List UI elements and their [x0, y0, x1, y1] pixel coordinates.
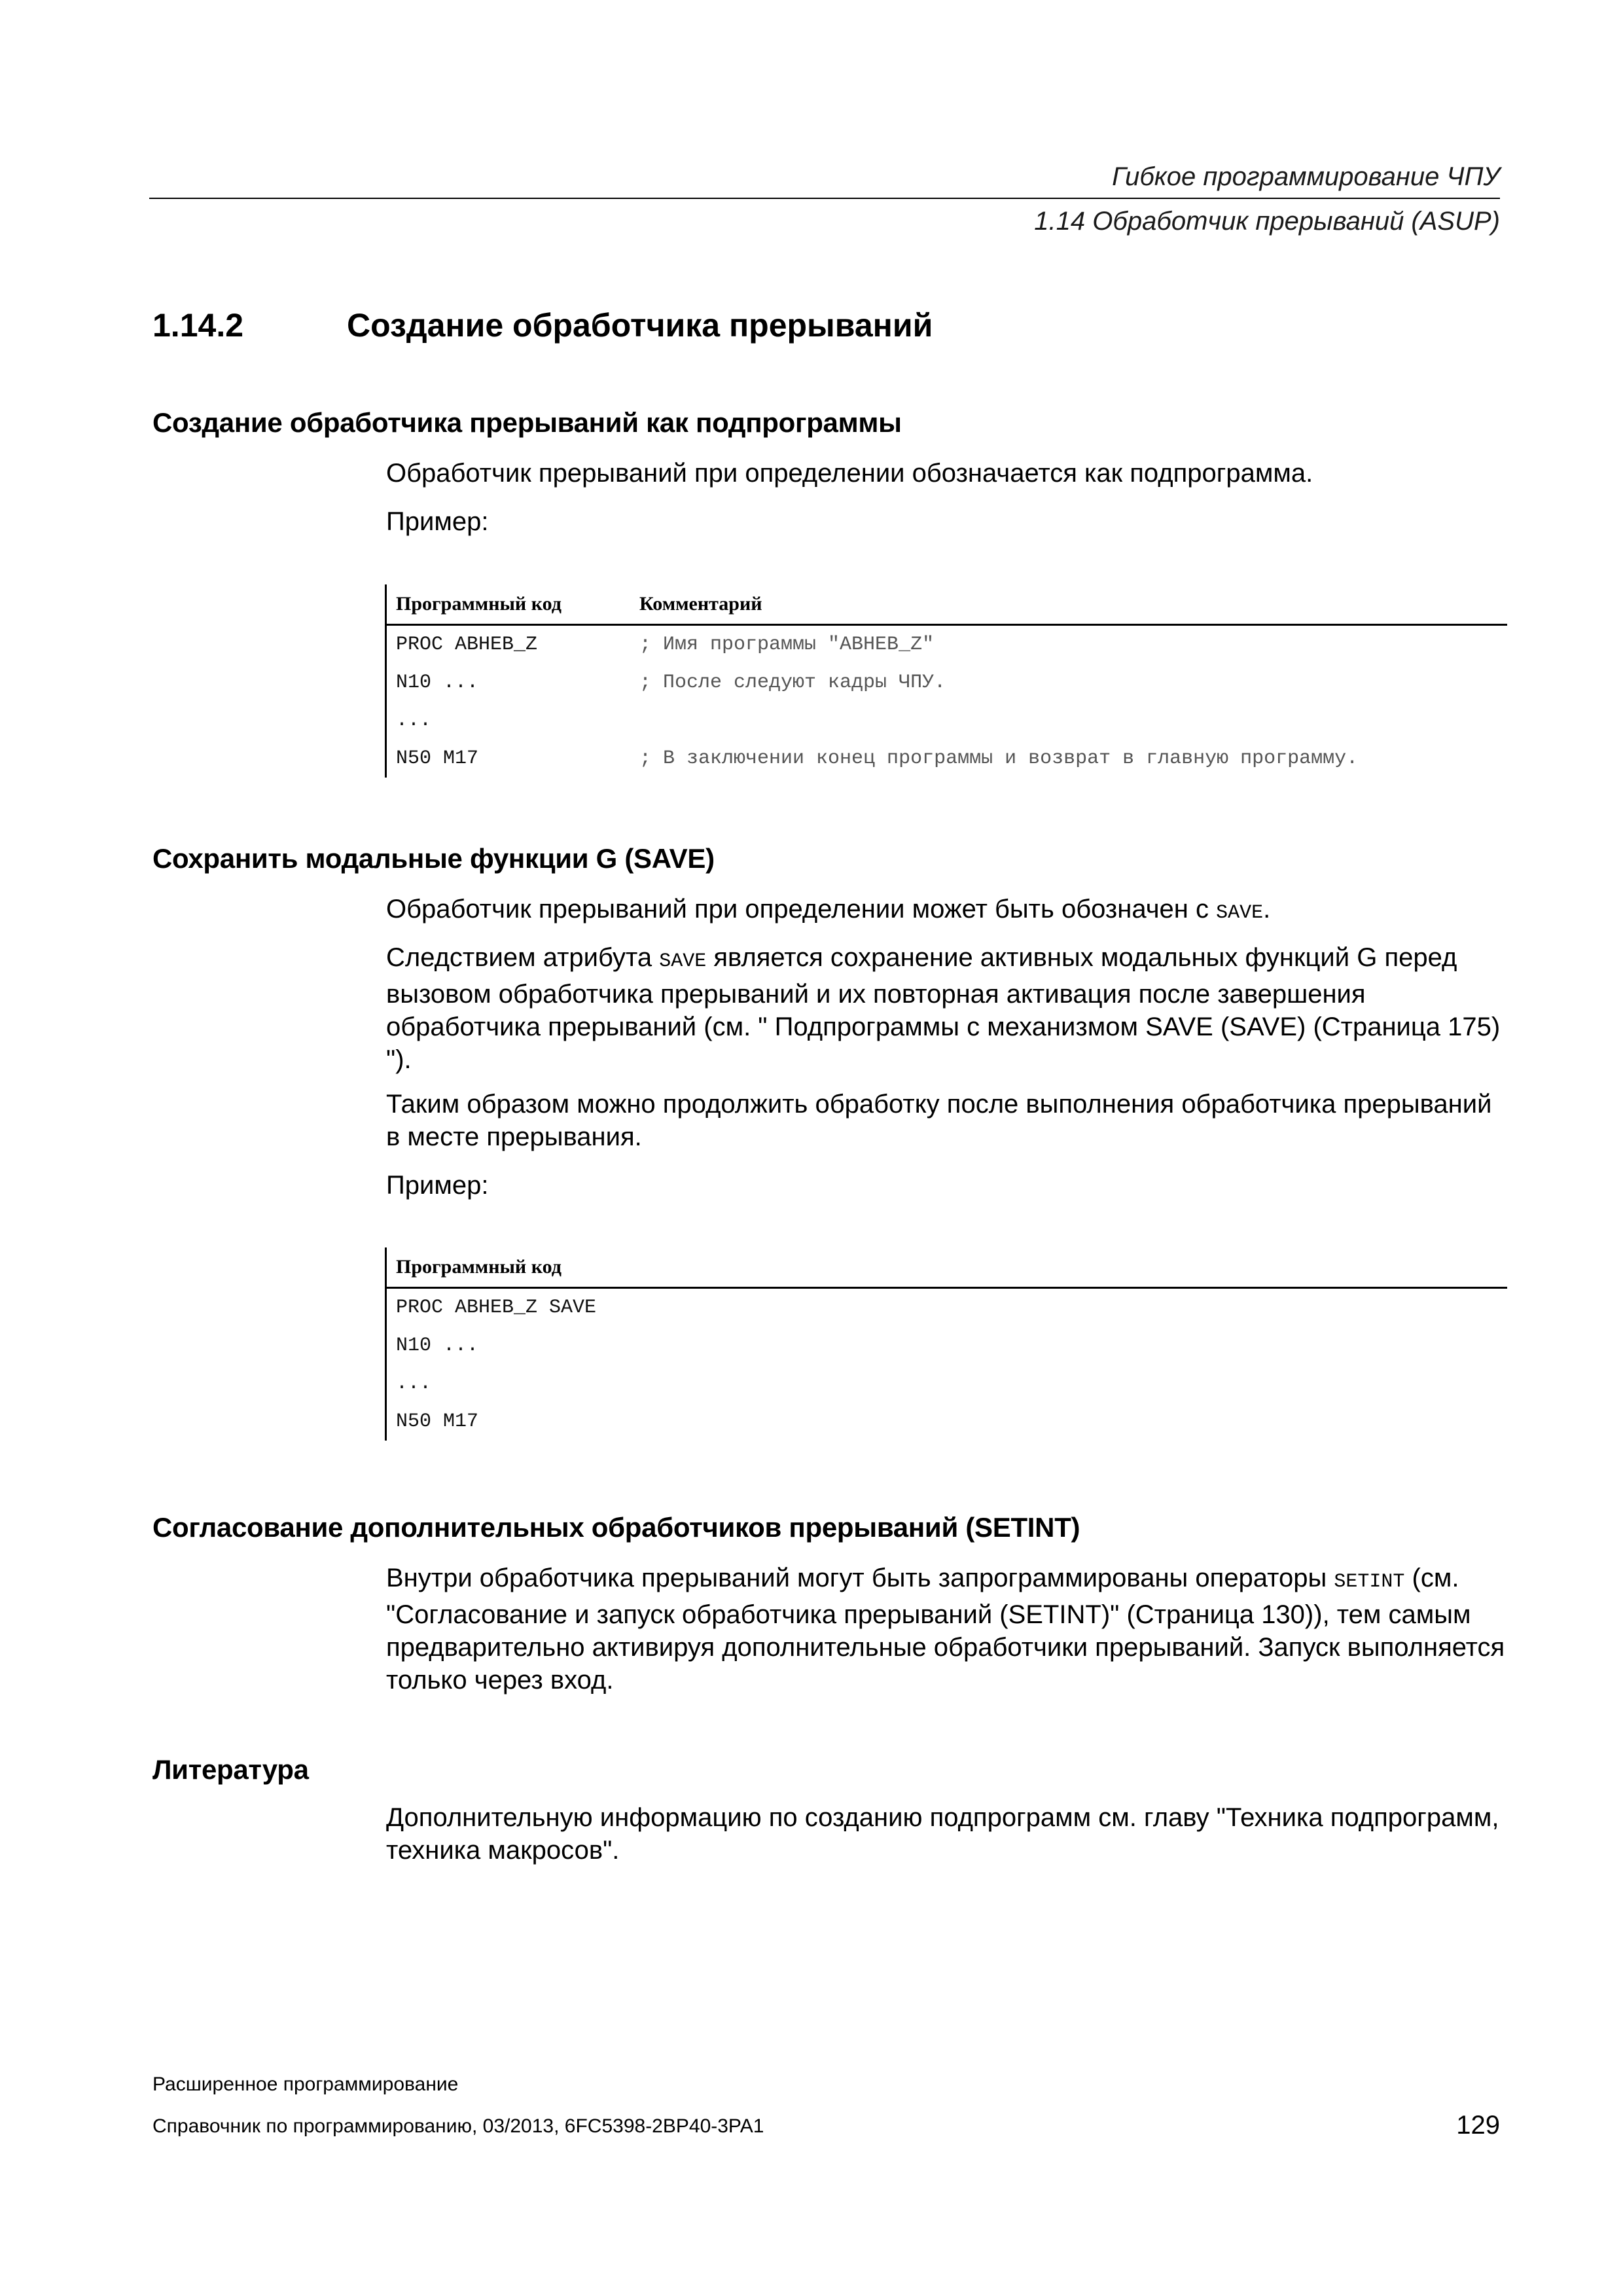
comment-cell: ; Имя программы "ABHEB_Z": [639, 634, 935, 656]
section-title: Создание обработчика прерываний: [347, 307, 933, 344]
table-row: [387, 1403, 1507, 1441]
paragraph-text: [386, 893, 1512, 929]
code-cell: N10 ...: [396, 1335, 479, 1357]
paragraph: [386, 1562, 1512, 1696]
paragraph: [386, 1088, 1512, 1153]
table-row: [387, 1365, 1507, 1403]
paragraph-text: [386, 1562, 1512, 1696]
comment-cell: ; В заключении конец программы и возврат в главную программу.: [639, 747, 1359, 770]
paragraph-text: Обработчик прерываний при определении обозначается как подпрограмма.: [386, 459, 1313, 488]
header-rule: [149, 198, 1500, 199]
heading-create-as-subprogram: Создание обработчика прерываний как подпрограммы: [152, 407, 902, 438]
running-header-section: 1.14 Обработчик прерываний (ASUP): [1034, 207, 1500, 236]
inline-code-setint: SETINT: [1334, 1571, 1405, 1593]
code-table-1: [385, 584, 1507, 778]
paragraph: [386, 457, 1512, 490]
paragraph-text: Таким образом можно продолжить обработку после выполнения обработчика прерываний в месте прерывания.: [386, 1090, 1492, 1151]
paragraph: [386, 1801, 1512, 1867]
code-cell: ...: [396, 709, 432, 732]
paragraph: [386, 941, 1512, 1076]
text-run: (см. "Согласование и запуск обработчика прерываний (SETINT)" (Страница 130)), тем самым предварительно активируя дополнительные обработчики прерываний. Запуск выполняется только через вход.: [386, 1564, 1505, 1695]
code-table-2: [385, 1247, 1507, 1441]
table-row: [387, 626, 1507, 664]
table-row: [387, 664, 1507, 702]
heading-setint: Согласование дополнительных обработчиков прерываний (SETINT): [152, 1512, 1080, 1543]
table-row: [387, 1289, 1507, 1327]
example-label: [386, 505, 1512, 538]
text-run: Следствием атрибута: [386, 943, 660, 972]
example-label: [386, 1169, 1512, 1202]
code-cell: PROC ABHEB_Z SAVE: [396, 1297, 597, 1319]
paragraph-text: Дополнительную информацию по созданию подпрограмм см. главу "Техника подпрограмм, техника макросов".: [386, 1803, 1499, 1865]
table-row: [387, 740, 1507, 778]
code-cell: N50 M17: [396, 1410, 479, 1433]
inline-code-save: SAVE: [1216, 902, 1264, 924]
table-row: [387, 1327, 1507, 1365]
table-header-comment: Комментарий: [639, 593, 762, 615]
inline-code-save: SAVE: [659, 950, 707, 973]
table-header-row: [387, 1247, 1507, 1289]
comment-cell: ; После следуют кадры ЧПУ.: [639, 672, 946, 694]
code-cell: ...: [396, 1372, 432, 1395]
code-cell: N50 M17: [396, 747, 479, 770]
table-row: [387, 702, 1507, 740]
text-run: Обработчик прерываний при определении может быть обозначен с: [386, 895, 1217, 924]
text-run: .: [1263, 895, 1271, 924]
heading-literature: Литература: [152, 1754, 309, 1785]
example-label-text: Пример:: [386, 1171, 489, 1200]
footer-document-info: Справочник по программированию, 03/2013, 6FC5398-2BP40-3PA1: [152, 2115, 764, 2137]
code-cell: N10 ...: [396, 672, 479, 694]
paragraph-text: [386, 941, 1512, 1076]
text-run: Внутри обработчика прерываний могут быть запрограммированы операторы: [386, 1564, 1334, 1592]
section-number: 1.14.2: [152, 307, 244, 344]
table-header-code: Программный код: [396, 593, 562, 615]
running-header-chapter: Гибкое программирование ЧПУ: [1112, 162, 1500, 191]
table-header-row: [387, 584, 1507, 626]
paragraph: [386, 893, 1512, 929]
text-run: является сохранение активных модальных функций G перед вызовом обработчика прерываний и их повторная активация после завершения обработчика прерываний (см. " Подпрограммы с механизмом SAVE (SAVE) (Страница 175) ").: [386, 943, 1501, 1074]
table-header-code: Программный код: [396, 1256, 562, 1278]
example-label-text: Пример:: [386, 507, 489, 536]
footer-document-title: Расширенное программирование: [152, 2073, 459, 2095]
heading-save-modal-g: Сохранить модальные функции G (SAVE): [152, 843, 715, 874]
page-number: 129: [1456, 2111, 1500, 2140]
code-cell: PROC ABHEB_Z: [396, 634, 538, 656]
